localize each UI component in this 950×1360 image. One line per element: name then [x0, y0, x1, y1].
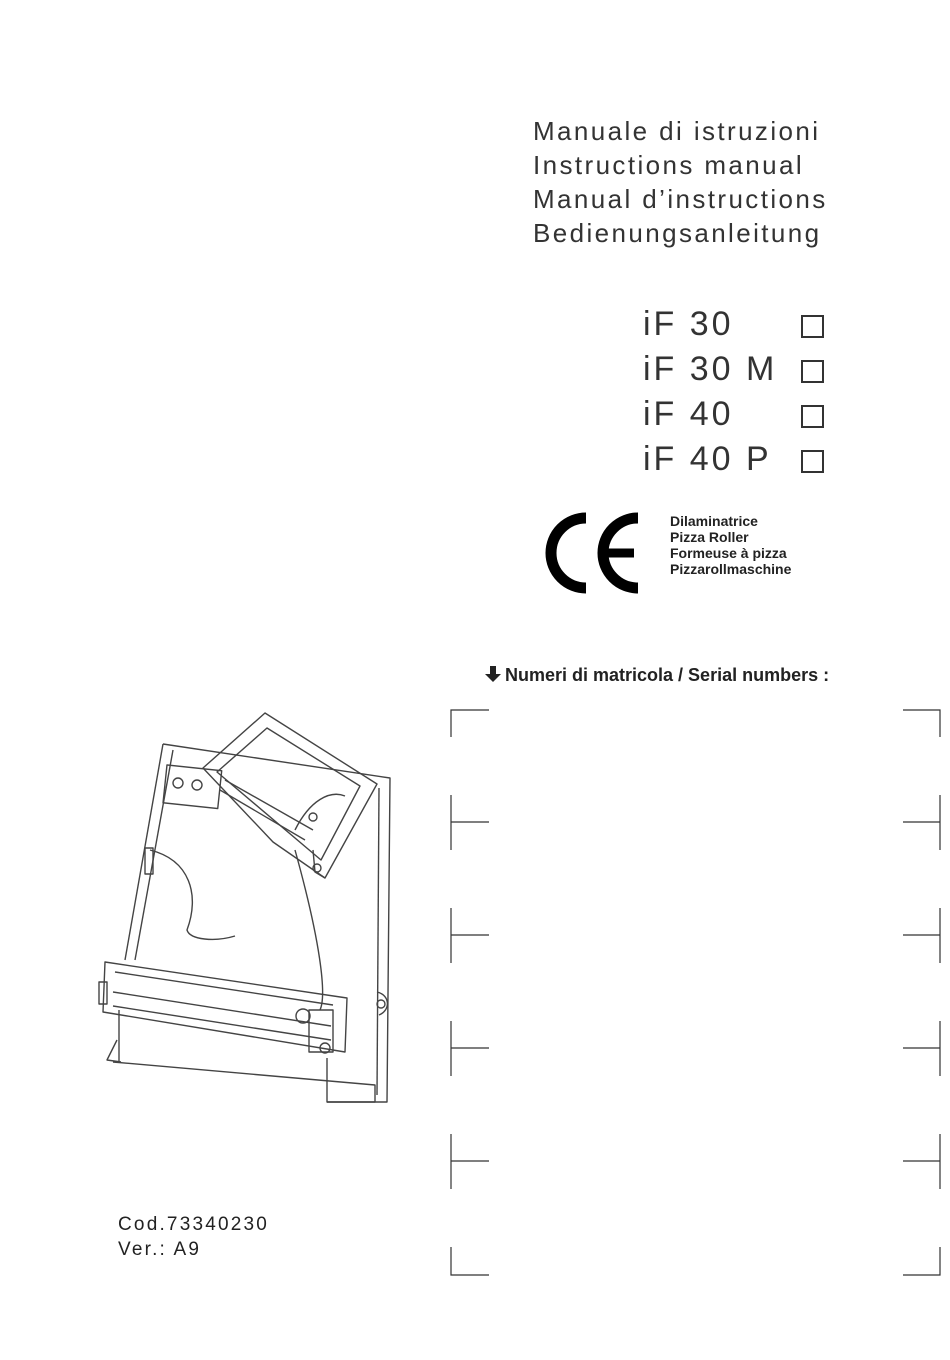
model-name: iF 30 M	[643, 350, 778, 388]
pizza-roller-illustration	[95, 710, 395, 1110]
machine-name-italian: Dilaminatrice	[670, 513, 758, 529]
title-english: Instructions manual	[533, 150, 805, 180]
document-codes	[118, 1212, 269, 1262]
title-italian: Manuale di istruzioni	[533, 116, 821, 146]
title-german: Bedienungsanleitung	[533, 218, 822, 248]
machine-name-english: Pizza Roller	[670, 529, 749, 545]
document-code: Cod.73340230	[118, 1214, 270, 1235]
title-french: Manual d’instructions	[533, 184, 828, 214]
machine-name-german: Pizzarollmaschine	[670, 561, 792, 577]
model-name: iF 40 P	[643, 440, 772, 478]
model-name: iF 40	[643, 395, 734, 433]
document-version: Ver.: A9	[118, 1239, 202, 1260]
serial-label-text: Numeri di matricola / Serial numbers :	[505, 665, 830, 685]
model-name: iF 30	[643, 305, 734, 343]
machine-name-french: Formeuse à pizza	[670, 545, 787, 561]
